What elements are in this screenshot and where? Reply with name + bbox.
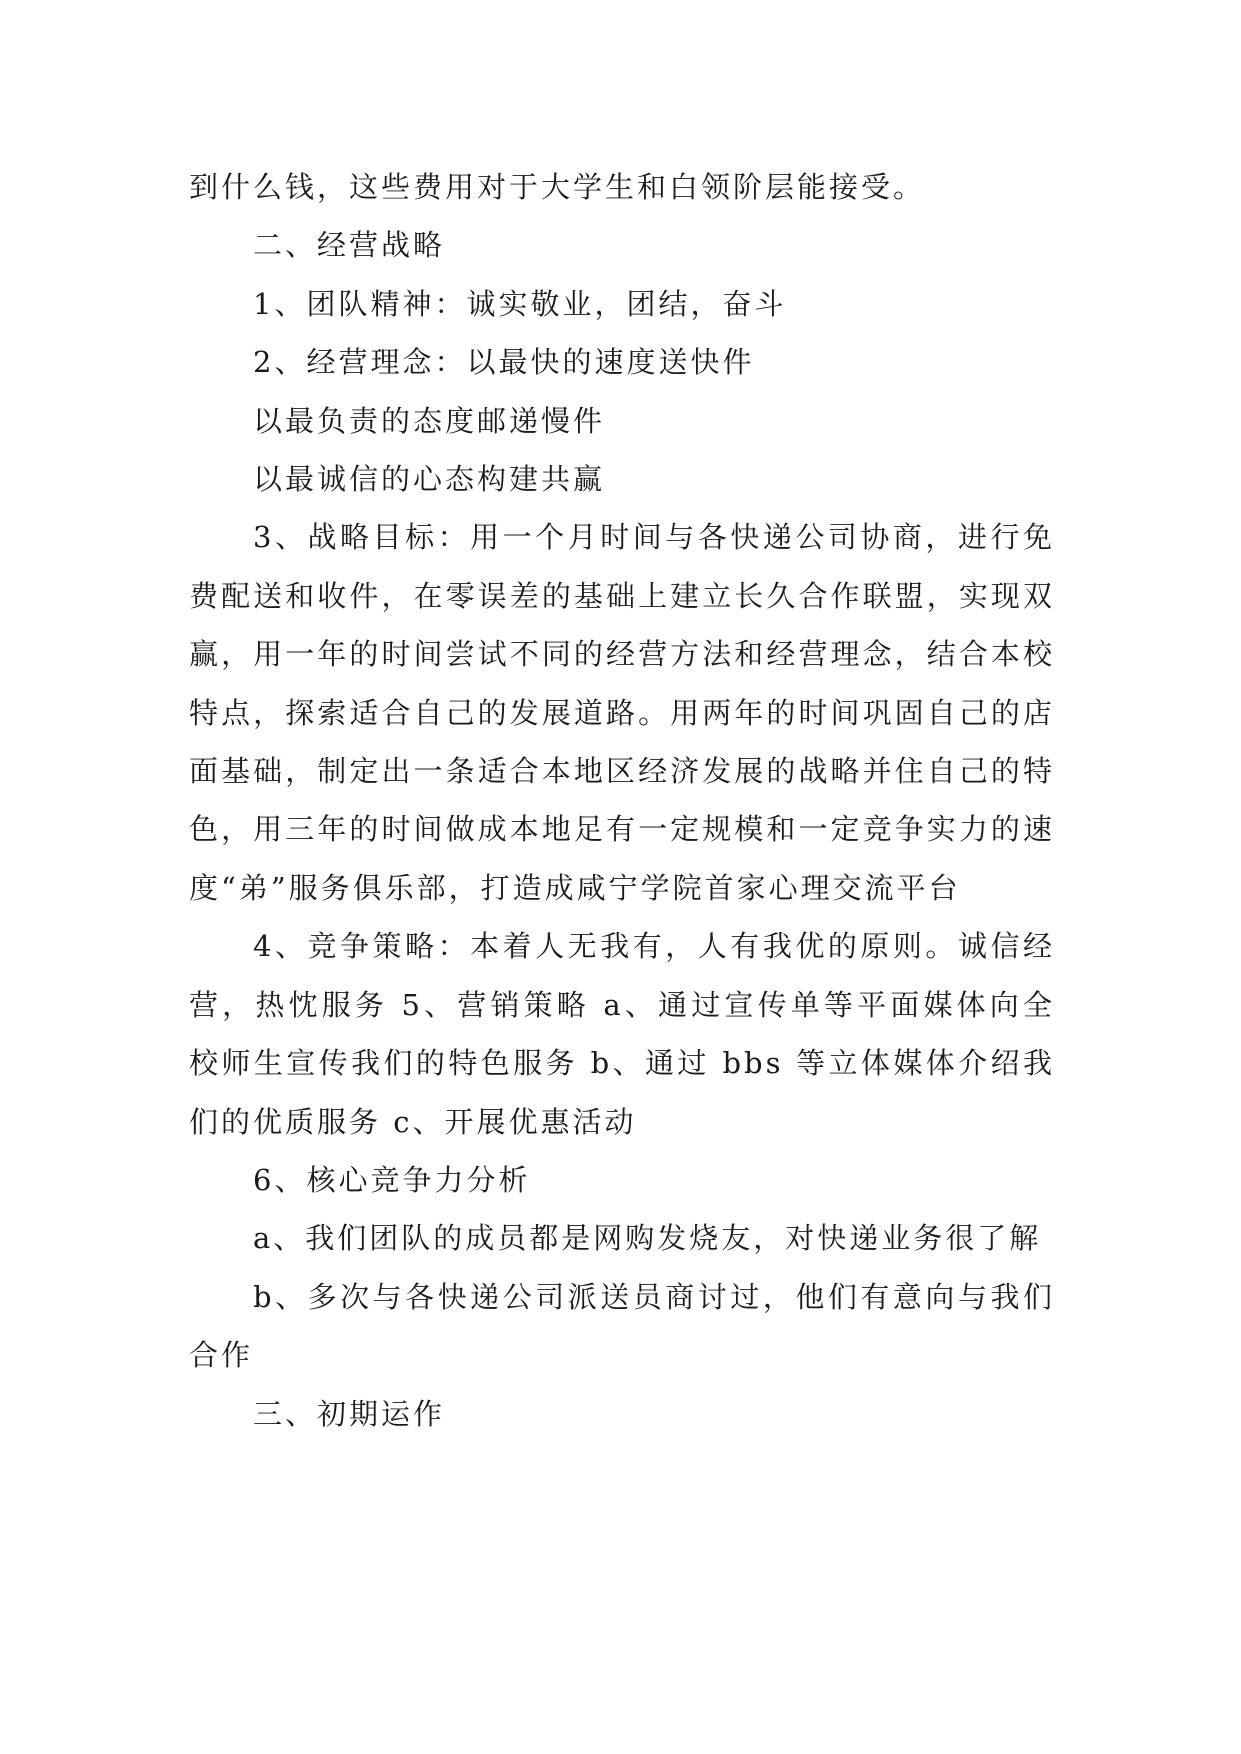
item-team-spirit: 1、团队精神：诚实敬业，团结，奋斗 (253, 286, 787, 321)
paragraph-continued-text: 到什么钱，这些费用对于大学生和白领阶层能接受。 (189, 170, 926, 204)
section-heading-initial-operation: 三、初期运作 (253, 1396, 446, 1431)
section-heading-business-strategy: 二、经营战略 (253, 228, 446, 263)
item-core-competitiveness: 6、核心竞争力分析 (253, 1162, 531, 1197)
document-body (189, 158, 1055, 1443)
core-point-b: b、多次与各快递公司派送员商讨过，他们有意向与我们合作 (189, 1279, 1055, 1373)
item-business-philosophy: 2、经营理念：以最快的速度送快件 (253, 345, 755, 380)
item-competition-strategy: 4、竞争策略：本着人无我有，人有我优的原则。诚信经营，热忱服务 5、营销策略 a、通过宣传单等平面媒体向全校师生宣传我们的特色服务 b、通过 bbs 等立体媒体介绍我们的优质服务 c、开展优惠活动 (189, 929, 1055, 1139)
philosophy-line-2: 以最负责的态度邮递慢件 (253, 403, 606, 438)
philosophy-line-3: 以最诚信的心态构建共赢 (253, 462, 606, 497)
core-point-a: a、我们团队的成员都是网购发烧友，对快递业务很了解 (253, 1221, 1042, 1256)
item-strategic-goals: 3、战略目标：用一个月时间与各快递公司协商，进行免费配送和收件，在零误差的基础上建立长久合作联盟，实现双赢，用一年的时间尝试不同的经营方法和经营理念，结合本校特点，探索适合自己的发展道路。用两年的时间巩固自己的店面基础，制定出一条适合本地区经济发展的战略并住自己的特色，用三年的时间做成本地足有一定规模和一定竞争实力的速度“弟”服务俱乐部，打造成咸宁学院首家心理交流平台 (189, 520, 1055, 905)
